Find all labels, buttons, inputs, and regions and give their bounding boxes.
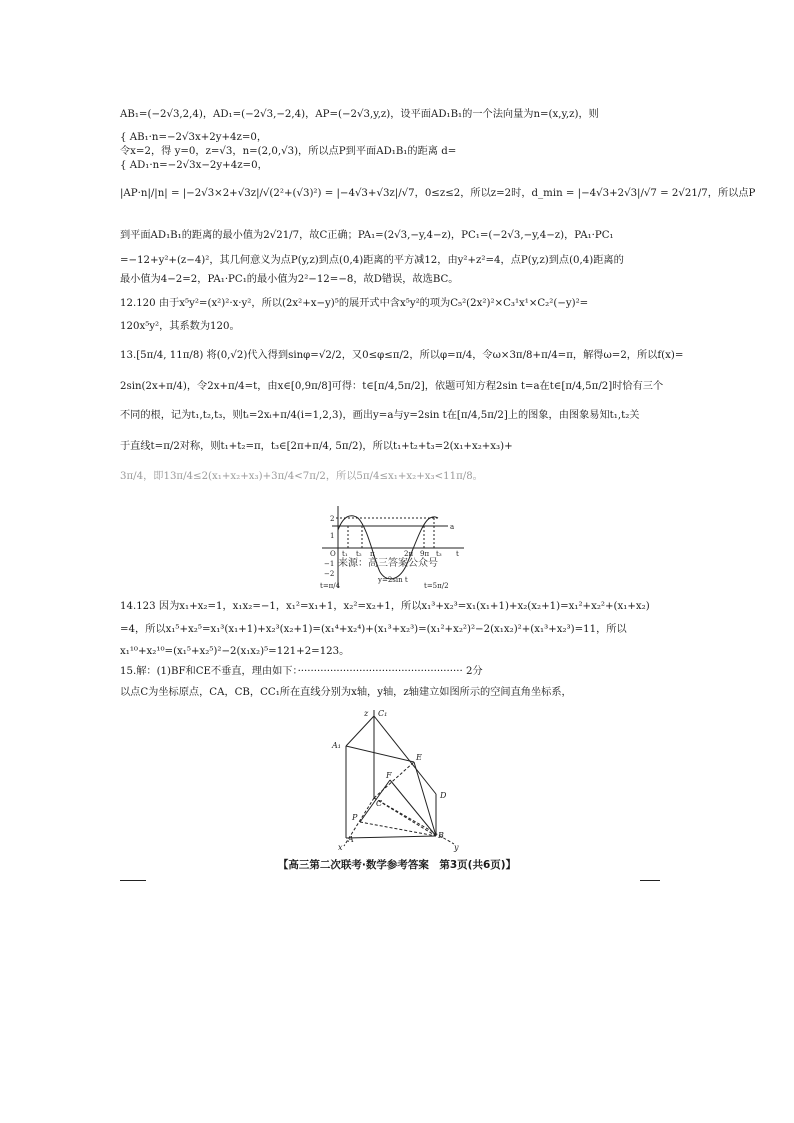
text-line: 15.解：(1)BF和CE不垂直，理由如下：··················································· 2分: [120, 666, 483, 677]
label-left: t=π/4: [320, 582, 341, 590]
edge-f-b: [390, 780, 436, 836]
label-ym2: −2: [324, 570, 335, 578]
text-line: 14.123 因为x₁+x₂=1，x₁x₂=−1，x₁²=x₁+1，x₂²=x₂+1，所以x₁³+x₂³=x₁(x₁+1)+x₂(x₂+1)=x₁²+x₂²+(x₁+x₂): [120, 601, 650, 612]
edge-p-b: [360, 822, 436, 836]
text-line: 令x=2，得 y=0，z=√3，n=(2,0,√3)，所以点P到平面AD₁B₁的距离 d=: [120, 146, 457, 157]
page-footer: 【高三第二次联考·数学参考答案 第3页(共6页)】: [277, 859, 517, 871]
sine-curve: [338, 516, 438, 579]
label-f: F: [386, 771, 392, 780]
text-line: 13.[5π/4, 11π/8) 将(0,√2)代入得到sinφ=√2/2，又0≤φ≤π/2，所以φ=π/4，令ω×3π/8+π/4=π，解得ω=2，所以f(x)=: [120, 350, 684, 361]
label-ym1: −1: [324, 560, 335, 568]
text-line: =4，所以x₁⁵+x₂⁵=x₁³(x₁+1)+x₂³(x₂+1)=(x₁⁴+x₂⁴)+(x₁³+x₂³)=(x₁²+x₂²)²−2(x₁x₂)²+(x₁³+x₂³)=11，所以: [120, 624, 627, 635]
text-line: =−12+y²+(z−4)²，其几何意义为点P(y,z)到点(0,4)距离的平方减12，由y²+z²=4，点P(y,z)到点(0,4)距离的: [120, 255, 624, 266]
text-line: 12.120 由于x⁵y²=(x²)²·x·y²，所以(2x²+x−y)⁵的展开式中含x⁵y²的项为C₅²(2x²)²×C₃¹x¹×C₂²(−y)²=: [120, 298, 589, 309]
text-line: 3π/4，即13π/4≤2(x₁+x₂+x₃)+3π/4<7π/2，所以5π/4≤x₁+x₂+x₃<11π/8。: [120, 471, 483, 482]
sine-graph-figure: [318, 500, 468, 592]
label-y: y: [454, 843, 459, 852]
label-a: a: [450, 523, 455, 531]
label-ninepi: 9π: [420, 550, 430, 558]
left-margin-mark: [120, 880, 146, 881]
label-y2: 2: [330, 515, 335, 523]
text-line: 2sin(2x+π/4)，令2x+π/4=t，由x∈[0,9π/8]可得：t∈[π/4,5π/2]，依题可知方程2sin t=a在t∈[π/4,5π/2]时恰有三个: [120, 381, 664, 392]
label-y1: 1: [330, 532, 335, 540]
text-line: 120x⁵y²，其系数为120。: [120, 321, 240, 332]
text-line: { AB₁·n=−2√3x+2y+4z=0，: [120, 132, 268, 143]
label-p: P: [352, 813, 358, 822]
text-line: |AP·n|/|n| = |−2√3×2+√3z|/√(2²+(√3)²) = |−4√3+√3z|/√7，0≤z≤2，所以z=2时，d_min = |−4√3+2√3|/√7 = 2√21/7，所以点P: [120, 188, 756, 199]
label-twopi: 2π: [404, 550, 414, 558]
text-line: AB₁=(−2√3,2,4)，AD₁=(−2√3,−2,4)，AP=(−2√3,y,z)，设平面AD₁B₁的一个法向量为n=(x,y,z)，则: [120, 109, 599, 120]
label-t2: t₂: [356, 550, 362, 558]
text-line: x₁¹⁰+x₂¹⁰=(x₁⁵+x₂⁵)²−2(x₁x₂)⁵=121+2=123。: [120, 646, 350, 657]
label-t3: t₃: [436, 550, 442, 558]
label-b: B: [438, 831, 444, 840]
edge-c1-a1: [346, 716, 374, 746]
label-right: t=5π/2: [424, 582, 449, 590]
text-line: 不同的根，记为t₁,t₂,t₃，则tᵢ=2xᵢ+π/4(i=1,2,3)，画出y=a与y=2sin t在[π/4,5π/2]上的图象，由图象易知t₁,t₂关: [120, 410, 640, 421]
label-a: A: [348, 835, 354, 844]
right-margin-mark: [640, 880, 660, 881]
text-line: 以点C为坐标原点，CA，CB，CC₁所在直线分别为x轴，y轴，z轴建立如图所示的空间直角坐标系，: [120, 687, 572, 698]
text-line: 到平面AD₁B₁的距离的最小值为2√21/7，故C正确；PA₁=(2√3,−y,4−z)，PC₁=(−2√3,−y,4−z)，PA₁·PC₁: [120, 230, 614, 241]
label-z: z: [364, 709, 369, 718]
label-d: D: [440, 791, 447, 800]
label-t-axis: t: [456, 550, 459, 558]
label-c1: C₁: [378, 709, 388, 718]
label-origin: O: [330, 550, 336, 558]
text-line: 最小值为4−2=2，PA₁·PC₁的最小值为2²−12=−8，故D错误，故选BC。: [120, 274, 459, 285]
label-t1: t₁: [342, 550, 348, 558]
edge-f-p: [360, 780, 390, 822]
prism-figure: [324, 706, 470, 852]
label-a1: A₁: [332, 741, 341, 750]
label-c: C: [376, 799, 383, 808]
text-line: 于直线t=π/2对称，则t₁+t₂=π，t₃∈[2π+π/4, 5π/2)，所以t₁+t₂+t₃=2(x₁+x₂+x₃)+: [120, 441, 513, 452]
label-x: x: [338, 843, 343, 852]
edge-c-e: [374, 762, 414, 798]
label-pi: π: [370, 550, 375, 558]
label-e: E: [416, 753, 422, 762]
watermark-text: 来源：高三答案公众号: [338, 558, 438, 569]
edge-a-b: [346, 836, 436, 838]
text-line: { AD₁·n=−2√3x−2y+4z=0，: [120, 160, 268, 171]
label-curve: y=2sin t: [378, 576, 408, 584]
